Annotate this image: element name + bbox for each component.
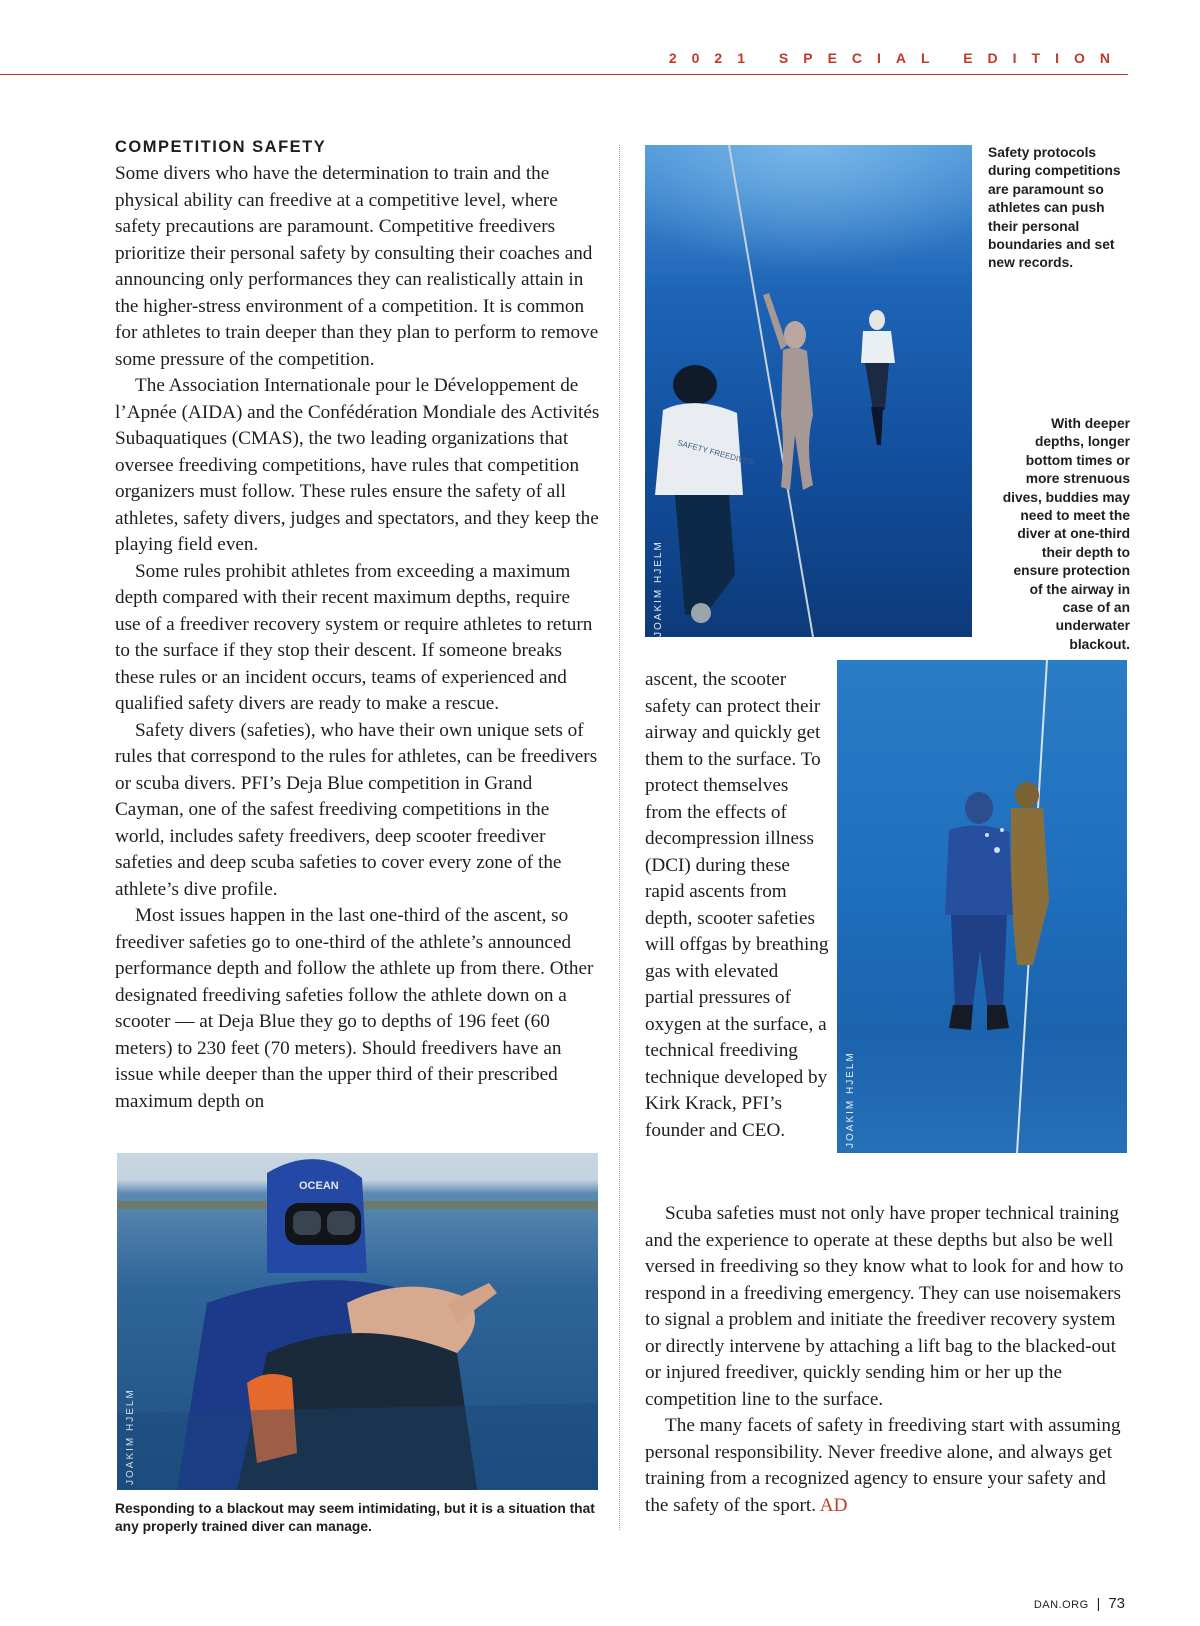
left-column xyxy=(115,138,600,1115)
closing-text: The many facets of safety in freediving start with assuming personal responsibility. Never freedive alone, and always get training from a recognized agency to ensure your safety and the safety of the sport. xyxy=(645,1415,1121,1516)
photo-surface-rescue xyxy=(117,1153,598,1490)
photo-underwater-safety-divers xyxy=(645,145,972,637)
mask-text: OCEAN xyxy=(299,1180,339,1192)
footer-separator: | xyxy=(1096,1595,1101,1611)
edition-header: 2021 SPECIAL EDITION xyxy=(668,50,1125,66)
photo-credit: JOAKIM HJELM xyxy=(845,1051,856,1148)
photo-credit: JOAKIM HJELM xyxy=(125,1388,136,1485)
site-url: DAN.ORG xyxy=(1033,1599,1089,1611)
body-paragraph: Safety divers (safeties), who have their own unique sets of rules that correspond to the rules for athletes, can be freedivers or scuba divers. PFI’s Deja Blue competition in Grand Cayman, one of the safest freediving competitions in the world, includes safety freedivers, deep scooter freediver safeties and deep scuba safeties to cover every zone of the athlete’s dive profile. xyxy=(115,719,598,900)
column-divider xyxy=(619,145,620,1530)
photo-caption: With deeper depths, longer bottom times or more strenuous dives, buddies may need to meet the diver at one-third their depth to ensure protection of the airway in case of an underwater blackout. xyxy=(1002,416,1130,652)
photo-illustration xyxy=(837,660,1127,1153)
photo-buddy-at-depth xyxy=(837,660,1127,1153)
vest-text: SAFETY FREEDIVER xyxy=(676,438,756,468)
body-paragraph: Most issues happen in the last one-third of the ascent, so freediver safeties go to one-third of the athlete’s announced performance depth and follow the athlete up from there. Other designated freediving safeties follow the athlete down on a scooter — at Deja Blue they go to depths of 196 feet (60 meters) to 230 feet (70 meters). Should freedivers have an issue while deeper than the upper third of their prescribed maximum depth on xyxy=(115,905,594,1112)
body-paragraph: Some rules prohibit athletes from exceeding a maximum depth compared with their recent maximum depths, require use of a freediver recovery system or require athletes to return to the surface if they stop their descent. If someone breaks these rules or an incident occurs, teams of experienced and qualified safety divers are ready to make a rescue. xyxy=(115,560,593,714)
body-paragraph xyxy=(645,1413,1127,1519)
body-paragraph: Some divers who have the determination to train and the physical ability can freedive at a competitive level, where safety precautions are paramount. Competitive freedivers prioritize their personal safety by consulting their coaches and announcing only performances they can realistically attain in the higher-stress environment of a competition. It is common for athletes to train deeper than they plan to perform to remove some pressure of the competition. xyxy=(115,163,599,370)
right-column-text xyxy=(645,1201,1127,1519)
page-footer xyxy=(1034,1595,1125,1613)
header-rule xyxy=(0,74,1128,75)
body-paragraph: Scuba safeties must not only have proper technical training and the experience to operate at these depths but also be well versed in freediving so they know what to look for and how to respond in a freediving emergency. They can use noisemakers to signal a problem and initiate the freediver recovery system or directly intervene by attaching a lift bag to the blacked-out or injured freediver, quickly sending him or her up the competition line to the surface. xyxy=(645,1203,1124,1410)
photo-credit: JOAKIM HJELM xyxy=(653,540,664,637)
photo-caption: Responding to a blackout may seem intimidating, but it is a situation that any properly trained diver can manage. xyxy=(115,1501,595,1535)
signoff-mark: AD xyxy=(819,1494,848,1516)
photo-illustration xyxy=(117,1153,598,1490)
page-number: 73 xyxy=(1108,1595,1125,1612)
section-heading: COMPETITION SAFETY xyxy=(115,138,327,156)
wrapped-text-column xyxy=(645,667,830,1144)
photo-caption: Safety protocols during competitions are paramount so athletes can push their personal boundaries and set new records. xyxy=(988,145,1121,271)
body-paragraph: ascent, the scooter safety can protect their airway and quickly get them to the surface. To protect themselves from the effects of decompression illness (DCI) during these rapid ascents from depth, scooter safeties will offgas by breathing gas with elevated partial pressures of oxygen at the surface, a technical freediving technique developed by Kirk Krack, PFI’s founder and CEO. xyxy=(645,669,829,1141)
body-paragraph: The Association Internationale pour le Développement de l’Apnée (AIDA) and the Confédération Mondiale des Activités Subaquatiques (CMAS), the two leading organizations that oversee freediving competitions, have rules that competition organizers must follow. These rules ensure the safety of all athletes, safety divers, judges and spectators, and they keep the playing field even. xyxy=(115,375,600,555)
photo-illustration xyxy=(645,145,972,637)
